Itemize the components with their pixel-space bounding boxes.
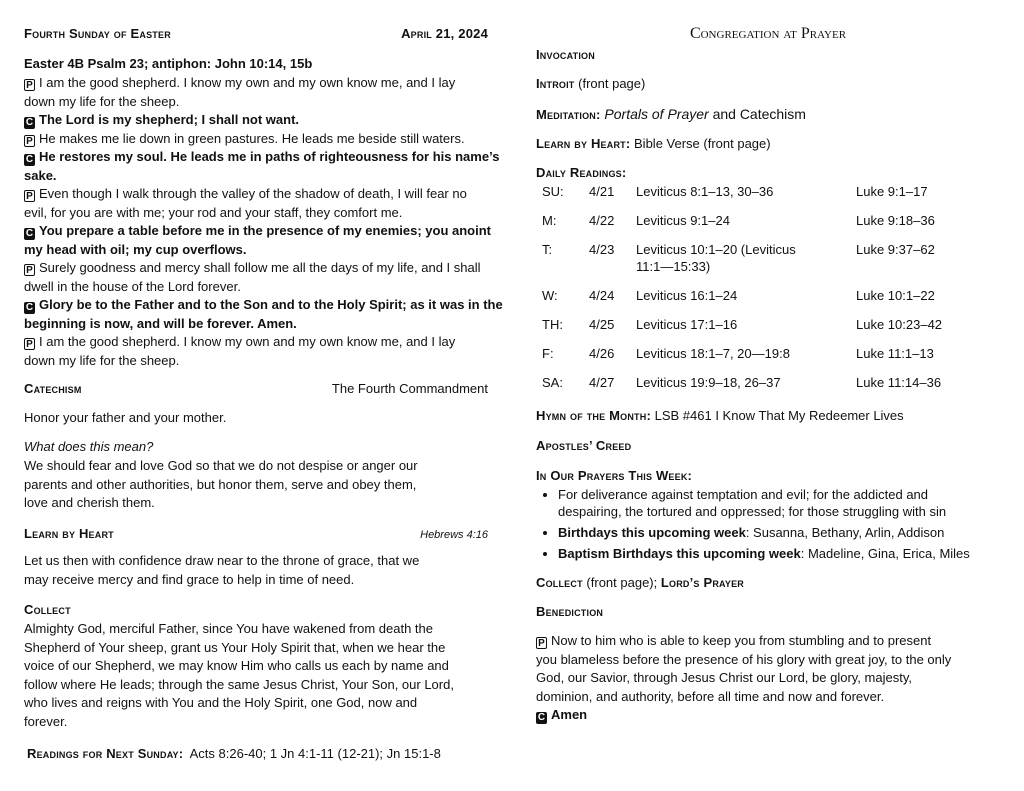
pastor-marker: P (24, 135, 35, 147)
reading-ot: Leviticus 18:1–7, 20—19:8 (636, 346, 790, 361)
prayers-list-wrap (536, 484, 1006, 566)
catechism-title: The Fourth Commandment (331, 381, 488, 396)
learn-by-heart-text: Bible Verse (front page) (634, 136, 771, 151)
congregation-marker: C (25, 302, 34, 313)
daily-readings-table (542, 183, 996, 403)
psalm-line: P He makes me lie down in green pastures. He leads me beside still waters. (24, 130, 488, 149)
reading-date: 4/23 (589, 242, 615, 257)
introit (536, 75, 645, 94)
reading-date: 4/26 (589, 346, 615, 361)
collect-line: Shepherd of Your sheep, grant us Your Holy Spirit that, when we hear the (24, 639, 446, 655)
lords-prayer: Lord’s Prayer (660, 575, 744, 590)
apostles-creed: Apostles’ Creed (536, 438, 632, 453)
verse-line: Let us then with confidence draw near to the throne of grace, that we (24, 553, 420, 568)
meaning-text (24, 457, 418, 513)
psalm-line: sake. (24, 167, 57, 183)
learn-by-heart-text (24, 552, 419, 589)
pastor-marker: P (24, 190, 35, 202)
prayer-item: • For deliverance against temptation and evil; for the addicted and despairing, the tortured and oppressed; for those struggling with sin (558, 486, 1006, 520)
psalm-verse (24, 111, 488, 130)
learn-by-heart-label: Learn by Heart (24, 526, 114, 541)
learn-by-heart-header (24, 525, 488, 545)
benediction-line: you blameless before the presence of his glory with great joy, to the only (536, 651, 952, 667)
reading-row (542, 316, 996, 345)
reading-date: 4/27 (589, 375, 615, 390)
collect-line: Almighty God, merciful Father, since You have wakened from death the (24, 621, 434, 636)
reading-nt: Luke 9:1–17 (856, 184, 928, 199)
reading-row (542, 183, 996, 212)
page-title: Congregation at Prayer (689, 25, 847, 42)
reading-ot: Leviticus 10:1–20 (Leviticus 11:1—15:33) (636, 242, 796, 274)
catechism-label: Catechism (24, 381, 82, 396)
reading-ot: Leviticus 9:1–24 (636, 213, 730, 228)
learn-by-heart-label: Learn by Heart: (536, 136, 631, 151)
psalm-verse (24, 185, 488, 222)
psalm-line: P Even though I walk through the valley of the shadow of death, I will fear no (24, 185, 488, 204)
psalm-line: P I am the good shepherd. I know my own and my own know me, and I lay (24, 74, 488, 93)
meditation-label: Meditation: (536, 107, 601, 122)
introit-text: (front page) (578, 76, 646, 91)
reading-row (542, 212, 996, 241)
collect-label: Collect (24, 602, 71, 617)
reading-row (542, 287, 996, 316)
daily-readings-table-wrap (536, 183, 996, 403)
meaning-line: love and cherish them. (24, 495, 155, 510)
congregation-marker: C (25, 154, 34, 165)
meditation-book: Portals of Prayer (604, 106, 709, 122)
reading-row (542, 241, 996, 287)
prayers-list (536, 486, 1006, 562)
prayer-item: • Baptism Birthdays this upcoming week: Madeline, Gina, Erica, Miles (558, 545, 1006, 562)
bulletin-header (24, 25, 488, 44)
next-sunday-readings: Readings for Next Sunday: Acts 8:26-40; 1 Jn 4:1-11 (12-21); Jn 15:1-8 (27, 746, 441, 761)
reading-day: W: (542, 288, 558, 303)
collect-line: voice of our Shepherd, we may know Him who calls us each by name and (24, 658, 449, 673)
verse-line: may receive mercy and find grace to help in time of need. (24, 571, 355, 587)
psalm-line: down my life for the sheep. (24, 93, 180, 109)
reading-day: F: (542, 346, 554, 361)
psalm-verse (24, 74, 488, 111)
psalm-line: P I am the good shepherd. I know my own and my own know me, and I lay (24, 333, 488, 352)
psalm-line: P Surely goodness and mercy shall follow me all the days of my life, and I shall (24, 259, 488, 278)
invocation-label: Invocation (536, 47, 595, 62)
sunday-title: Fourth Sunday of Easter (24, 26, 171, 41)
congregation-marker: C (537, 712, 546, 723)
learn-by-heart-ref: Hebrews 4:16 (420, 529, 488, 541)
commandment: Honor your father and your mother. (24, 410, 227, 425)
psalm-verse (24, 130, 488, 149)
reading-day: M: (542, 213, 557, 228)
pastor-marker: P (24, 79, 35, 91)
psalm-line: my head with oil; my cup overflows. (24, 241, 247, 257)
psalm-line: down my life for the sheep. (24, 352, 180, 368)
next-sunday-label: Readings for Next Sunday (27, 746, 179, 761)
reading-day: T: (542, 242, 553, 257)
reading-nt: Luke 11:1–13 (856, 346, 934, 361)
sunday-date: April 21, 2024 (401, 26, 488, 41)
psalm-verse (24, 222, 491, 259)
collect-line: who lives and reigns with You and the Holy Spirit, one God, now and (24, 695, 418, 710)
reading-ot: Leviticus 16:1–24 (636, 288, 738, 303)
collect-line: follow where He leads; through the same Jesus Christ, Your Son, our Lord, (24, 676, 454, 692)
reading-row (542, 345, 996, 374)
prayers-label: In Our Prayers This Week: (536, 468, 693, 483)
pastor-marker: P (24, 338, 35, 350)
reading-nt: Luke 9:37–62 (856, 242, 935, 257)
prayer-item: • Birthdays this upcoming week: Susanna, Bethany, Arlin, Addison (558, 524, 1006, 541)
psalm-heading: Easter 4B Psalm 23; antiphon: John 10:14, 15b (24, 56, 313, 71)
psalm-responsive (24, 74, 503, 370)
benediction-line: dominion, and authority, before all time and now and forever. (536, 688, 885, 704)
psalm-line: dwell in the house of the Lord forever. (24, 278, 241, 294)
psalm-verse (24, 259, 488, 296)
reading-date: 4/21 (589, 184, 615, 199)
learn-by-heart (536, 135, 771, 154)
reading-nt: Luke 10:23–42 (856, 317, 943, 332)
reading-row (542, 374, 996, 403)
benediction-line: God, our Savior, through Jesus Christ our Lord, be glory, majesty, (536, 670, 912, 685)
reading-nt: Luke 9:18–36 (856, 213, 935, 228)
psalm-line: C He restores my soul. He leads me in paths of righteousness for his name’s (25, 149, 500, 165)
hymn-label: Hymn of the Month: (536, 408, 651, 423)
daily-readings-label: Daily Readings: (536, 165, 627, 180)
reading-day: SU: (542, 184, 564, 199)
psalm-verse (24, 148, 500, 185)
meditation (536, 105, 806, 125)
what-does-this-mean: What does this mean? (24, 439, 154, 454)
introit-label: Introit (536, 76, 575, 91)
reading-ot: Leviticus 19:9–18, 26–37 (636, 375, 781, 390)
reading-nt: Luke 11:14–36 (856, 375, 942, 390)
psalm-verse (24, 333, 488, 370)
catechism-header (24, 380, 488, 399)
collect-line: forever. (24, 713, 68, 729)
reading-nt: Luke 10:1–22 (856, 288, 935, 303)
meaning-line: We should fear and love God so that we do not despise or anger our (24, 458, 418, 473)
collect-text: (front page); (586, 575, 658, 590)
reading-date: 4/25 (589, 317, 615, 332)
collect-line (536, 574, 744, 593)
psalm-line: C You prepare a table before me in the presence of my enemies; you anoint (25, 223, 491, 239)
congregation-marker: C (25, 117, 34, 128)
next-sunday-text: Acts 8:26-40; 1 Jn 4:1-11 (12-21); Jn 15:1-8 (189, 746, 441, 761)
psalm-line: beginning is now, and will be forever. Amen. (24, 315, 297, 331)
amen-line: C Amen (537, 707, 588, 723)
reading-date: 4/22 (589, 213, 615, 228)
pastor-marker: P (24, 264, 35, 276)
reading-ot: Leviticus 17:1–16 (636, 317, 738, 332)
pastor-marker: P (536, 637, 547, 649)
psalm-verse (24, 296, 503, 333)
collect-text (24, 620, 454, 731)
benediction-label: Benediction (536, 604, 604, 619)
hymn-of-month (536, 407, 904, 426)
psalm-line: C Glory be to the Father and to the Son and to the Holy Spirit; as it was in the (25, 297, 503, 313)
reading-day: SA: (542, 375, 563, 390)
psalm-line: evil, for you are with me; your rod and your staff, they comfort me. (24, 204, 403, 220)
benediction-text (536, 632, 951, 725)
collect-label: Collect (536, 575, 583, 590)
hymn-text: LSB #461 I Know That My Redeemer Lives (654, 408, 904, 423)
reading-date: 4/24 (589, 288, 615, 303)
reading-ot: Leviticus 8:1–13, 30–36 (636, 184, 774, 199)
benediction-line: P Now to him who is able to keep you from stumbling and to present (536, 632, 951, 651)
reading-day: TH: (542, 317, 563, 332)
psalm-line: C The Lord is my shepherd; I shall not want. (25, 112, 300, 128)
meaning-line: parents and other authorities, but honor them, serve and obey them, (24, 476, 417, 492)
meditation-rest: and Catechism (712, 106, 806, 122)
congregation-marker: C (25, 228, 34, 239)
